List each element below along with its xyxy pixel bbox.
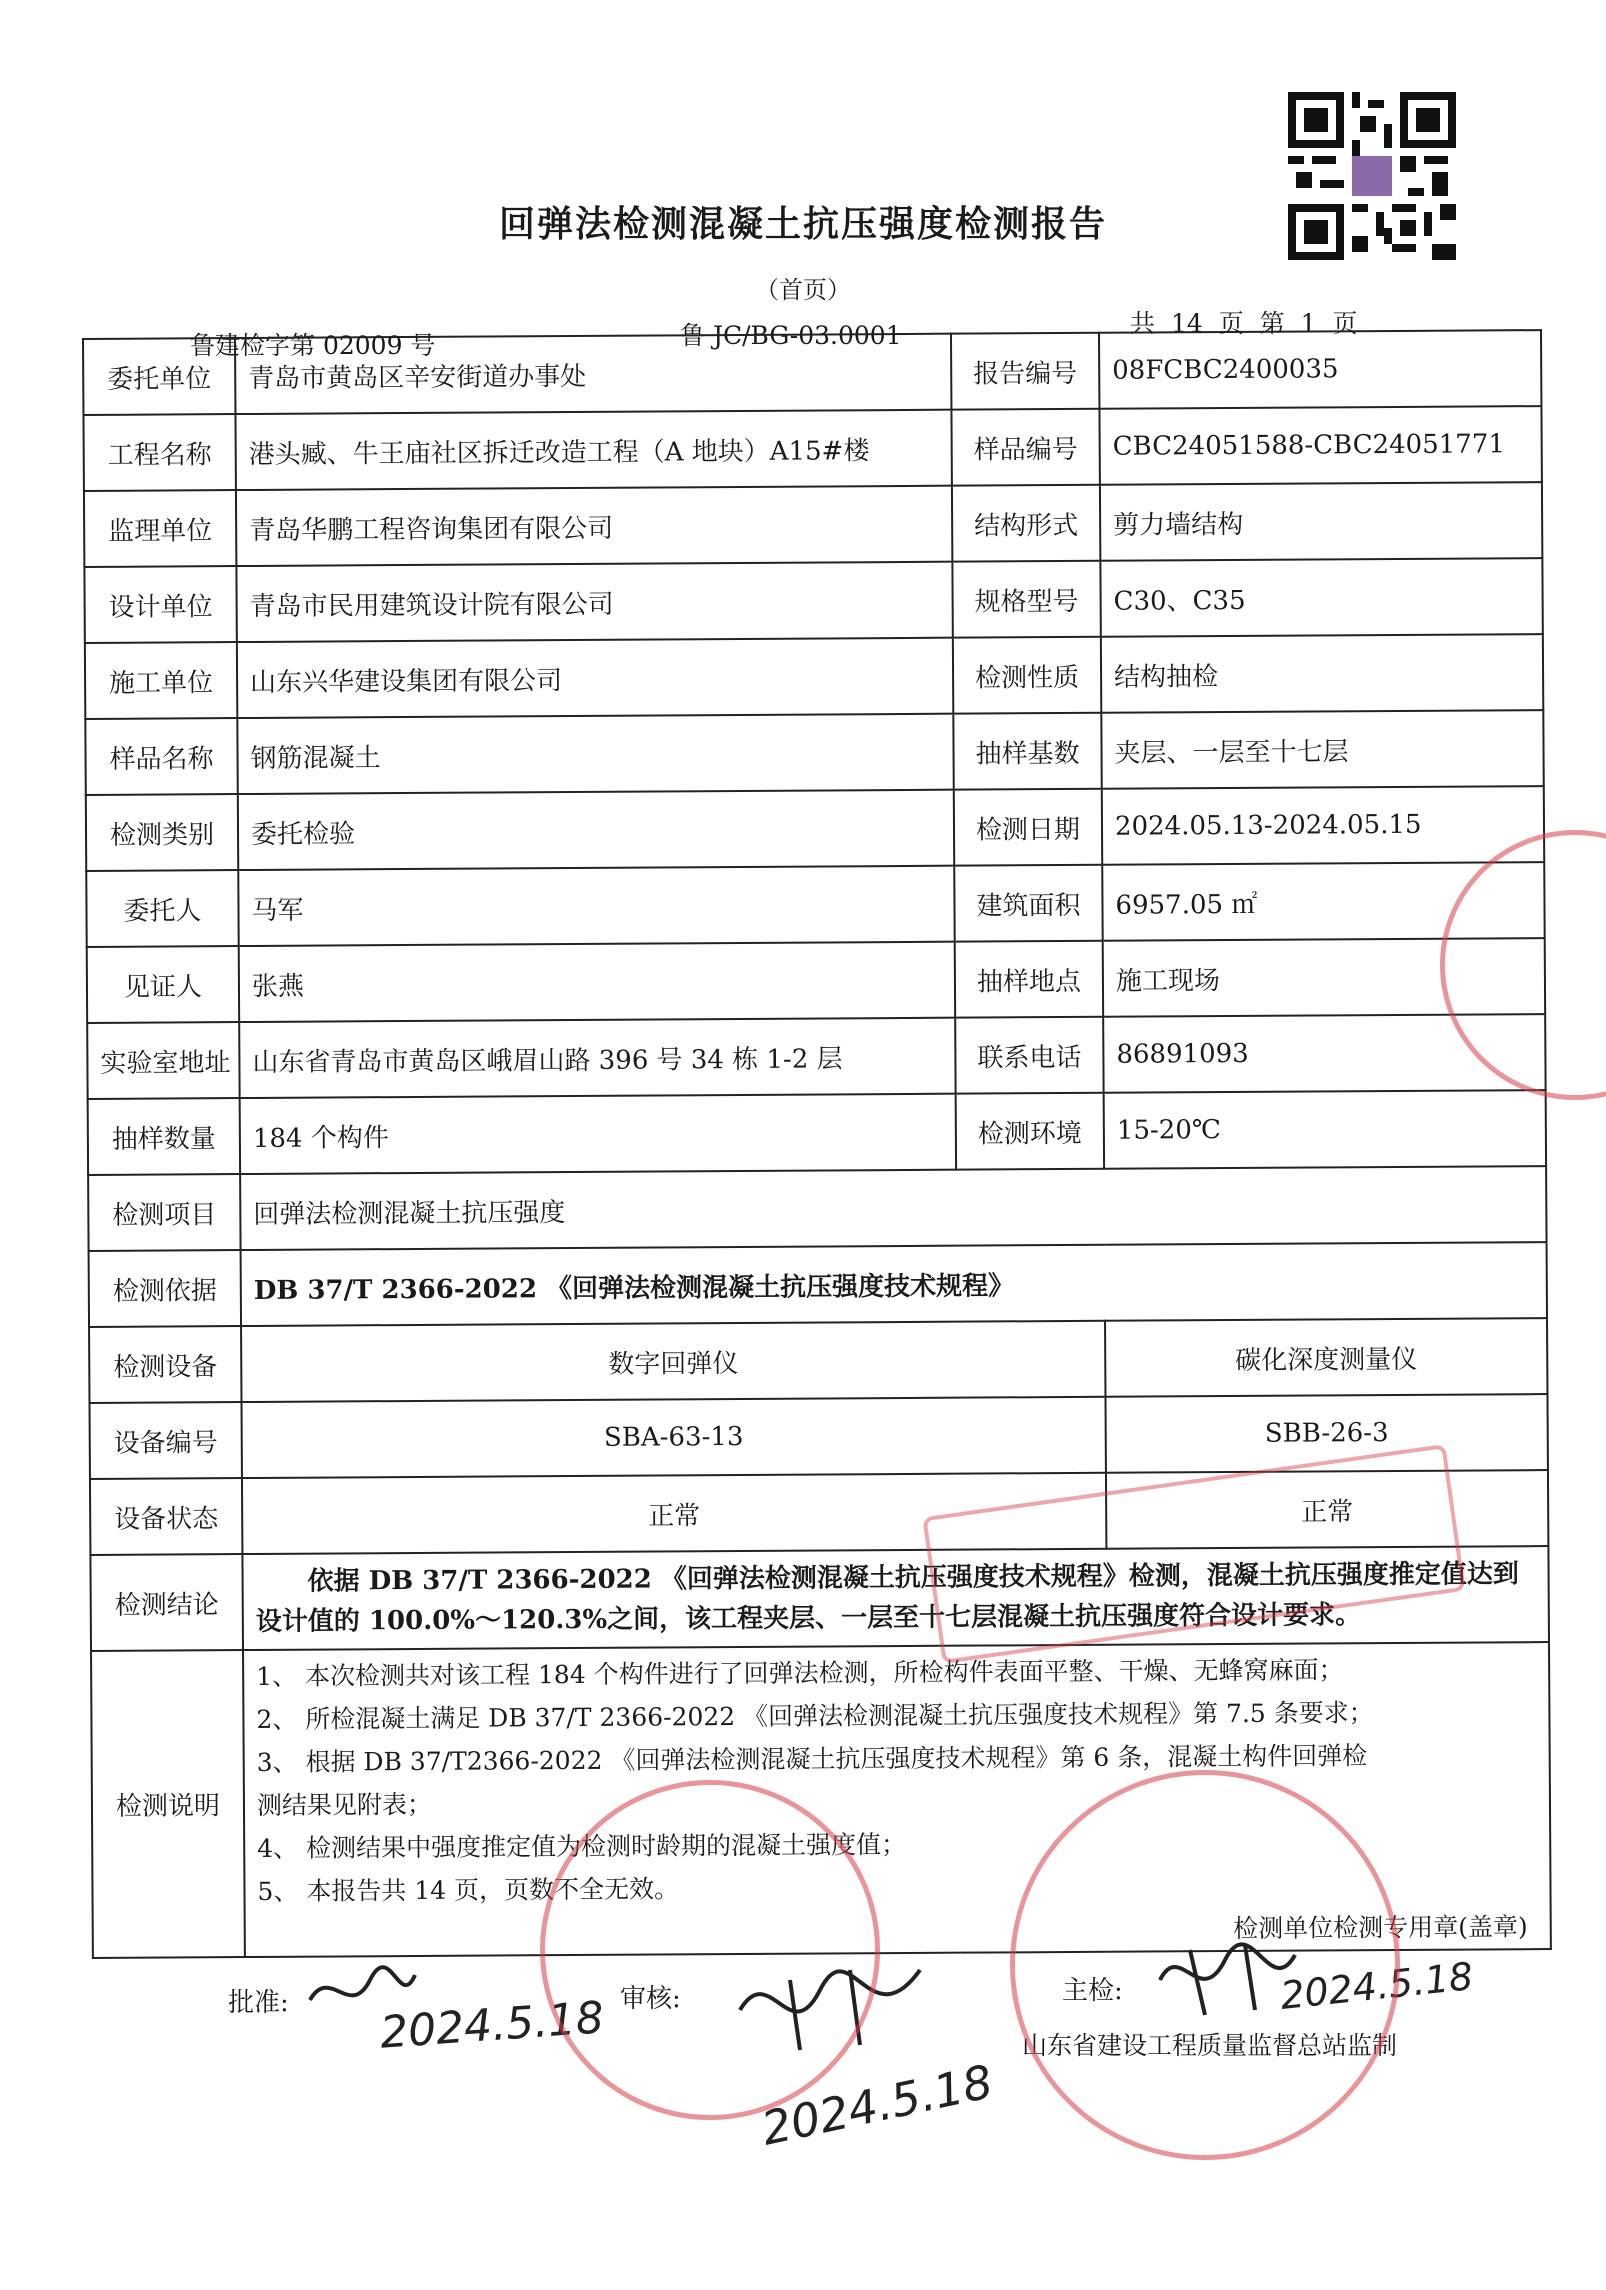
approve-label: 批准: bbox=[228, 1988, 289, 2018]
value-phone: 86891093 bbox=[1103, 1014, 1545, 1093]
report-subtitle: （首页） bbox=[755, 276, 851, 304]
qr-logo bbox=[1352, 156, 1392, 196]
label-sample-name: 样品名称 bbox=[85, 718, 237, 795]
label-sample-quantity: 抽样数量 bbox=[88, 1098, 240, 1175]
value-client: 青岛市黄岛区辛安街道办事处 bbox=[235, 334, 951, 414]
label-client: 委托单位 bbox=[83, 338, 235, 415]
label-equipment-no: 设备编号 bbox=[90, 1402, 242, 1479]
value-environment: 15-20℃ bbox=[1104, 1090, 1546, 1169]
label-project-name: 工程名称 bbox=[83, 414, 235, 491]
red-seal-qualification bbox=[540, 1780, 880, 2120]
label-supervisor: 监理单位 bbox=[84, 490, 236, 567]
label-sampling-base: 抽样基数 bbox=[953, 713, 1101, 790]
table-row bbox=[84, 482, 1542, 567]
label-sample-no: 样品编号 bbox=[951, 409, 1099, 486]
equipment-rebound-hammer: 数字回弹仪 bbox=[241, 1321, 1105, 1402]
value-lab-address: 山东省青岛市黄岛区峨眉山路 396 号 34 栋 1-2 层 bbox=[239, 1018, 955, 1098]
table-row bbox=[89, 1242, 1547, 1327]
table-row bbox=[88, 1090, 1546, 1175]
table-row bbox=[86, 862, 1544, 947]
review-date: 2024.5.18 bbox=[756, 2054, 998, 2156]
note-line-2: 2、 所检混凝土满足 DB 37/T 2366-2022 《回弹法检测混凝土抗压强度技术规程》第 7.5 条要求； bbox=[256, 1698, 1374, 1734]
lead-inspector-label: 主检: bbox=[1062, 1976, 1123, 2006]
value-spec: C30、C35 bbox=[1100, 558, 1542, 637]
table-row bbox=[86, 786, 1544, 871]
value-report-no: 08FCBC2400035 bbox=[1099, 330, 1541, 409]
red-seal-testing bbox=[1010, 1770, 1400, 2160]
value-sample-quantity: 184 个构件 bbox=[240, 1094, 956, 1174]
label-conclusion: 检测结论 bbox=[90, 1554, 243, 1651]
form-number: 鲁 JC/BG-03.0001 bbox=[680, 321, 902, 350]
lead-date: 2024.5.18 bbox=[1278, 1954, 1476, 2018]
equipment-carbonation-gauge: 碳化深度测量仪 bbox=[1105, 1318, 1547, 1397]
label-report-no: 报告编号 bbox=[951, 333, 1099, 410]
report-table bbox=[82, 329, 1552, 1959]
label-notes: 检测说明 bbox=[91, 1650, 245, 1958]
value-test-item: 回弹法检测混凝土抗压强度 bbox=[240, 1166, 1546, 1250]
value-supervisor: 青岛华鹏工程咨询集团有限公司 bbox=[236, 486, 952, 566]
label-equipment: 检测设备 bbox=[89, 1326, 241, 1403]
certificate-number: 鲁建检字第 02009 号 bbox=[190, 331, 436, 360]
value-structure-type: 剪力墙结构 bbox=[1100, 482, 1542, 561]
value-test-nature: 结构抽检 bbox=[1101, 634, 1543, 713]
equipment-no-a: SBA-63-13 bbox=[242, 1397, 1106, 1478]
stamp-caption: 检测单位检测专用章(盖章) bbox=[1233, 1912, 1528, 1943]
label-sampling-site: 抽样地点 bbox=[955, 941, 1103, 1018]
page-count: 共 14 页 第 1 页 bbox=[1130, 309, 1358, 338]
label-phone: 联系电话 bbox=[955, 1017, 1103, 1094]
value-entrusted-person: 马军 bbox=[238, 866, 954, 946]
table-row bbox=[85, 710, 1543, 795]
label-designer: 设计单位 bbox=[84, 566, 236, 643]
supervision-note: 山东省建设工程质量监督总站监制 bbox=[1022, 2031, 1398, 2060]
value-sampling-base: 夹层、一层至十七层 bbox=[1101, 710, 1543, 789]
review-label: 审核: bbox=[620, 1984, 681, 2014]
label-test-item: 检测项目 bbox=[88, 1174, 240, 1251]
table-row bbox=[83, 330, 1541, 415]
label-test-category: 检测类别 bbox=[86, 794, 238, 871]
label-building-area: 建筑面积 bbox=[954, 865, 1102, 942]
label-witness: 见证人 bbox=[87, 946, 239, 1023]
label-test-basis: 检测依据 bbox=[89, 1250, 241, 1327]
table-row bbox=[83, 406, 1541, 491]
table-row bbox=[89, 1318, 1547, 1403]
label-test-date: 检测日期 bbox=[954, 789, 1102, 866]
value-designer: 青岛市民用建筑设计院有限公司 bbox=[236, 562, 952, 642]
table-row bbox=[87, 1014, 1545, 1099]
note-line-3: 3、 根据 DB 37/T2366-2022 《回弹法检测混凝土抗压强度技术规程》第 6 条，混凝土构件回弹检 bbox=[256, 1741, 1368, 1777]
label-test-nature: 检测性质 bbox=[953, 637, 1101, 714]
value-sample-no: CBC24051588-CBC24051771 bbox=[1099, 406, 1541, 485]
value-test-date: 2024.05.13-2024.05.15 bbox=[1102, 786, 1544, 865]
value-building-area: 6957.05 ㎡ bbox=[1102, 862, 1544, 941]
label-contractor: 施工单位 bbox=[85, 642, 237, 719]
value-sample-name: 钢筋混凝土 bbox=[237, 714, 953, 794]
label-structure-type: 结构形式 bbox=[952, 485, 1100, 562]
table-row bbox=[84, 558, 1542, 643]
equipment-no-b: SBB-26-3 bbox=[1105, 1394, 1547, 1473]
table-row bbox=[87, 938, 1545, 1023]
value-sampling-site: 施工现场 bbox=[1103, 938, 1545, 1017]
label-environment: 检测环境 bbox=[956, 1093, 1104, 1170]
table-row bbox=[85, 634, 1543, 719]
equipment-state-a: 正常 bbox=[242, 1473, 1106, 1554]
value-test-basis: DB 37/T 2366-2022 《回弹法检测混凝土抗压强度技术规程》 bbox=[241, 1242, 1547, 1326]
approver-signature bbox=[300, 1960, 420, 2030]
value-project-name: 港头臧、牛王庙社区拆迁改造工程（A 地块）A15#楼 bbox=[235, 410, 951, 490]
note-line-6: 5、 本报告共 14 页，页数不全无效。 bbox=[257, 1874, 680, 1906]
note-line-5: 4、 检测结果中强度推定值为检测时龄期的混凝土强度值； bbox=[257, 1829, 907, 1863]
approve-date: 2024.5.18 bbox=[378, 1992, 606, 2059]
note-line-1: 1、 本次检测共对该工程 184 个构件进行了回弹法检测，所检构件表面平整、干燥、无蜂窝麻面； bbox=[256, 1655, 1344, 1691]
note-line-4: 测结果见附表； bbox=[256, 1789, 433, 1820]
label-lab-address: 实验室地址 bbox=[87, 1022, 239, 1099]
value-contractor: 山东兴华建设集团有限公司 bbox=[237, 638, 953, 718]
report-title: 回弹法检测混凝土抗压强度检测报告 bbox=[498, 203, 1107, 245]
value-witness: 张燕 bbox=[239, 942, 955, 1022]
label-spec: 规格型号 bbox=[952, 561, 1100, 638]
label-equipment-state: 设备状态 bbox=[90, 1478, 242, 1555]
label-entrusted-person: 委托人 bbox=[86, 870, 238, 947]
value-test-category: 委托检验 bbox=[238, 790, 954, 870]
equipment-state-b: 正常 bbox=[1106, 1470, 1548, 1549]
qr-code bbox=[1288, 92, 1456, 260]
value-conclusion: 依据 DB 37/T 2366-2022 《回弹法检测混凝土抗压强度技术规程》检测，混凝土抗压强度推定值达到设计值的 100.0%～120.3%之间，该工程夹层、一层至十七层混凝土抗压强度符合设计要求。 bbox=[242, 1546, 1549, 1650]
table-row bbox=[88, 1166, 1546, 1251]
